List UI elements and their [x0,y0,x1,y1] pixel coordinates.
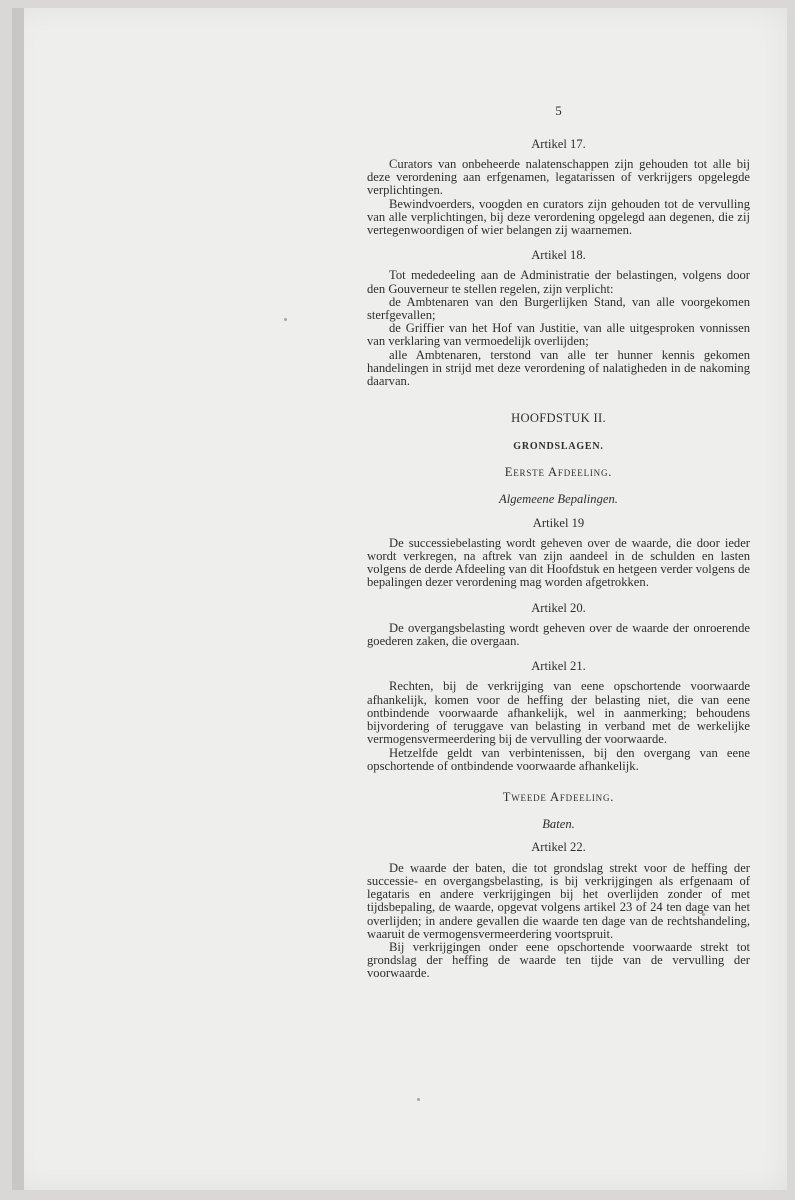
article-18-paragraph-1: Tot mededeeling aan de Administratie der belastingen, volgens door den Gouverneur te stellen regelen, zijn verplicht: [367,268,750,296]
article-21-heading: Artikel 21. [531,659,586,674]
chapter-subtitle: GRONDSLAGEN. [513,440,604,452]
chapter-title: HOOFDSTUK II. [511,411,606,426]
article-22-heading: Artikel 22. [531,840,586,855]
article-18-paragraph-2: de Ambtenaren van den Burgerlijken Stand, van alle voorgekomen sterfgevallen; [367,294,750,323]
article-19-paragraph-1: De successiebelasting wordt geheven over de waarde, die door ieder wordt verkregen, na aftrek van zijn aandeel in de schulden en lasten volgens de derde Afdeeling van dit Hoofdstuk en hetgeen verder volgens de bepalingen dezer verordening mag worden afgetrokken. [367,535,750,590]
article-21-paragraph-2: Hetzelfde geldt van verbintenissen, bij den overgang van eene opschortende of ontbindende voorwaarde afhankelijk. [367,745,750,773]
article-22-paragraph-1: De waarde der baten, die tot grondslag strekt voor de heffing der successie- en overgangsbelasting, is bij verkrijgingen als erfgenaam of legataris en andere verkrijgingen bij het overlijden zonder of met tijdsbepaling, de waarde, opgevat volgens artikel 23 of 24 ten dage van het overlijden; in andere gevallen die waarde ten dage van de rechtshandeling, waaruit de vermogensvermeerdering voortspruit. [367,860,750,941]
page-binding-edge [12,8,24,1190]
paper-speck [417,1098,420,1101]
article-18-paragraph-4: alle Ambtenaren, terstond van alle ter hunner kennis gekomen handelingen in strijd met deze verordening of nalatigheden in de nakoming daarvan. [367,347,750,389]
article-17-heading: Artikel 17. [531,136,586,151]
paper-speck [284,318,287,321]
section-2-subtitle: Baten. [542,817,575,832]
section-1-subtitle: Algemeene Bepalingen. [499,492,618,507]
scanned-page [12,8,787,1190]
article-19-heading: Artikel 19 [532,515,585,530]
section-2-title: Tweede Afdeeling. [502,790,615,805]
text-column [367,104,750,981]
article-17-paragraph-1: Curators van onbeheerde nalatenschappen zijn gehouden tot alle bij deze verordening aan erfgenamen, legatarissen of verkrijgers opgelegde verplichtingen. [367,156,750,198]
article-17-paragraph-2: Bewindvoerders, voogden en curators zijn gehouden tot de vervulling van alle verplichtingen, bij deze verordening opgelegd aan degenen, die zij vertegenwoordigen of wier belangen zij waarnemen. [367,196,750,237]
article-20-paragraph-1: De overgangsbelasting wordt geheven over de waarde der onroerende goederen zaken, die overgaan. [367,620,750,649]
article-18-heading: Artikel 18. [531,248,586,263]
article-20-heading: Artikel 20. [531,600,586,615]
article-21-paragraph-1: Rechten, bij de verkrijging van eene opschortende voorwaarde afhankelijk, komen voor de heffing der belasting niet, die van eene ontbindende voorwaarde afhankelijk, wel in aanmerking; behoudens bijvordering of teruggave van belasting in verband met de werkelijke vermogensvermeerdering bij de vervulling der voorwaarde. [367,679,750,747]
page-number: 5 [555,103,562,118]
section-1-title: Eerste Afdeeling. [504,465,613,480]
article-22-paragraph-2: Bij verkrijgingen onder eene opschortende voorwaarde strekt tot grondslag der heffing de waarde ten tijde van de vervulling der voorwaarde. [367,939,750,981]
article-18-paragraph-3: de Griffier van het Hof van Justitie, van alle uitgesproken vonnissen van verklaring van vermoedelijk overlijden; [367,321,750,349]
